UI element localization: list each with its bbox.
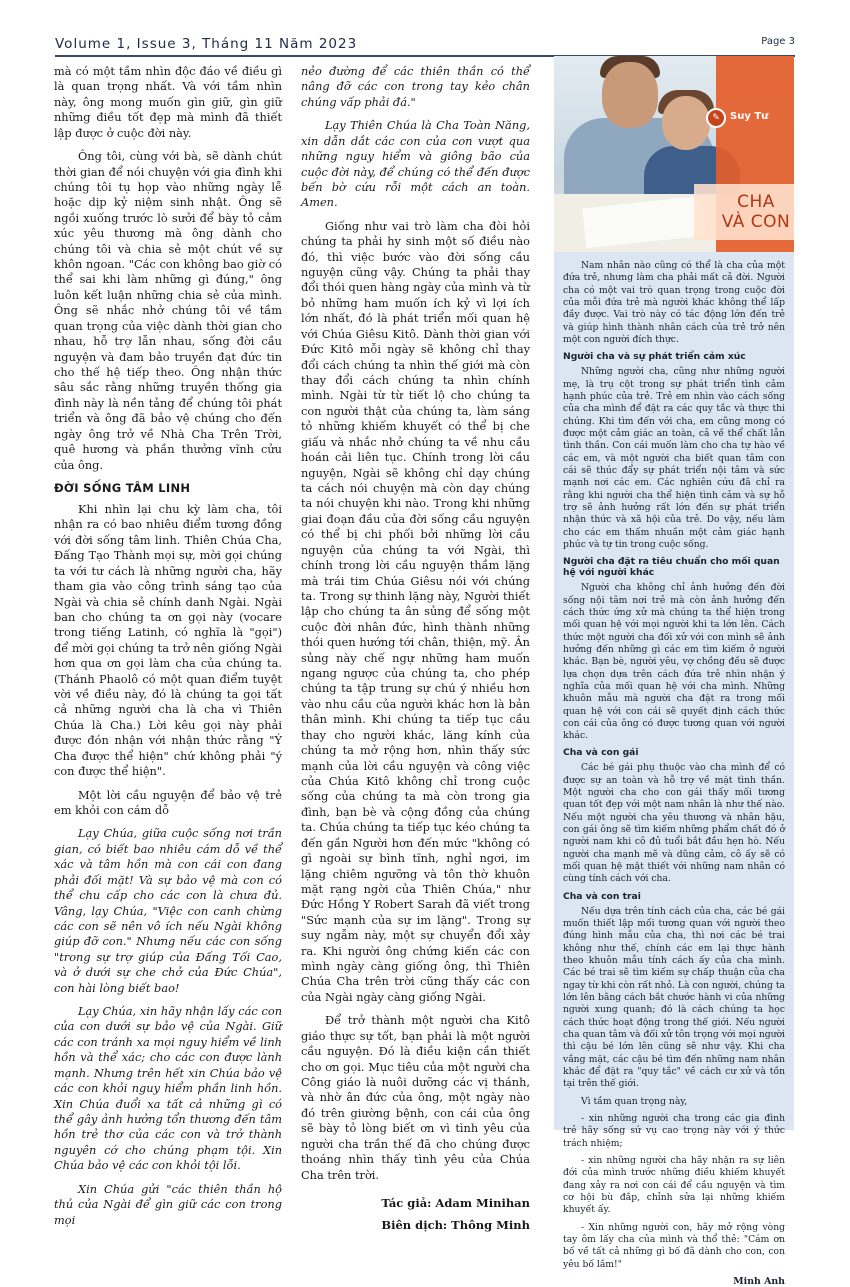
sidebar-title — [714, 192, 798, 233]
prayer-paragraph: nẻo đường để các thiên thần có thể nâng đỡ các con trong tay kẻo chân chúng vấp phải đá." — [301, 64, 530, 109]
sidebar-paragraph: - Xin những người con, hãy mở rộng vòng tay ôm lấy cha của mình và thổ thẻ: "Cám ơn bố về tất cả những gì bố đã dành cho con, con yêu bố lắm!" — [563, 1221, 785, 1270]
prayer-paragraph: Lạy Chúa, giữa cuộc sống nơi trần gian, có biết bao nhiêu cám dỗ về thể xác và tâm hồn mà con cái con đang phải đối mặt! Và sự bảo vệ mà con có thể chu cấp cho các con là chưa đủ. Vâng, lạy Chúa, "Việc con canh chừng các con sẽ nên vô ích nếu Ngài không giúp đỡ con." Nhưng nếu các con sống "trong sự trợ giúp của Đấng Tối Cao, và ở dưới sự che chở của Đức Chúa", con hài lòng biết bao! — [54, 826, 282, 995]
prayer-paragraph: Lạy Chúa, xin hãy nhận lấy các con của con dưới sự bảo vệ của Ngài. Giữ các con tránh xa mọi nguy hiểm về linh hồn và thể xác; cho các con được lành mạnh. Nhưng trên hết xin Chúa bảo vệ các con khỏi nguy hiểm phần linh hồn. Xin Chúa đuổi xa tất cả những gì có thể gây ảnh hưởng tổn thương đến tâm hồn trẻ thơ của các con và trở thành nguyên cớ cho chúng phạm tội. Xin Chúa bảo vệ các con khỏi tội lỗi. — [54, 1004, 282, 1173]
sidebar-subheading: Cha và con gái — [563, 747, 639, 759]
reflection-badge-icon: ✎ — [706, 108, 726, 128]
sidebar-paragraph: Vì tầm quan trọng này, — [581, 1095, 688, 1107]
badge-label: Suy Tư — [730, 111, 769, 122]
page-header — [55, 36, 795, 56]
sidebar-paragraph: Các bé gái phụ thuộc vào cha mình để có được sự an toàn và hỗ trợ về mặt tình thần. Một người cha cho con gái thấy mối tương quan tốt đẹp với một nam nhân là như thế nào. Nếu một người cha yêu thương và nhân hậu, con gái ông sẽ tìm kiếm những phẩm chất đó ở người nam khi cô đủ tuổi bắt đầu hẹn hò. Nếu người cha mạnh mẽ và dũng cảm, cô ấy sẽ có mối quan hệ mật thiết với những nam nhân có cùng tính cách với cha. — [563, 762, 785, 885]
sidebar-paragraph: Nếu dựa trên tính cách của cha, các bé gái muốn thiết lập mối tương quan với người theo đúng hình mẫu của cha, thì nơi các bé trai không như thế, chính các em lại thực hành theo khuôn mẫu tính cách ấy của cha mình. Các bé trai sẽ tìm kiếm sự chấp thuận của cha ngay từ khi còn rất nhỏ. Là con người, chúng ta lớn lên bằng cách bắt chước hành vi của những người xung quanh; đó là cách chúng ta học cách thức hoạt động trong thế giới. Nếu người cha quan tâm và đối xử tôn trọng với mọi người thì cậu bé lớn lên cũng sẽ như vậy. Khi cha vắng mặt, các cậu bé tìm đến những nam nhân khác để đặt ra "quy tắc" về cách cư xử và tồn tại trên thế giới. — [563, 905, 785, 1090]
sidebar-subheading: Người cha đặt ra tiêu chuẩn cho mối quan hệ với người khác — [563, 556, 780, 579]
paragraph: Giống như vai trò làm cha đòi hỏi chúng ta phải hy sinh một số điều nào đó, thì việc bước vào đời sống cầu nguyện cũng vậy. Chúng ta phải thay đổi thói quen hàng ngày của mình và từ bỏ những ham muốn ích kỷ vì lợi ích lớn nhất, đó là phát triển mối quan hệ với Chúa Giêsu Kitô. Dành thời gian với Đức Kitô mỗi ngày sẽ không chỉ thay đổi cách chúng ta nhìn thế giới mà còn thay đổi cách chúng ta nhìn chính mình. Ngài từ từ tiết lộ cho chúng ta con người thật của chúng ta, làm sáng tỏ những khiếm khuyết có thể bị che giấu và nhắc nhở chúng ta về nhu cầu hoán cải liên tục. Chính trong lời cầu nguyện, Ngài sẽ không chỉ dạy chúng ta cách nói chuyện mà còn dạy chúng ta nói chuyện khi nào. Trong khi những giai đoạn đầu của đời sống cầu nguyện có thể bị chi phối bởi những lời cầu nguyện của chúng ta với Ngài, thì chính trong lời cầu nguyện thầm lặng mà trái tim Chúa Giêsu nói với chúng ta. Trong sự thinh lặng này, Người thiết lập cho chúng ta ân sủng để sống một cuộc đời nhân đức, hình thành những thói quen hướng tới chân, thiện, mỹ. Ân sủng này chế ngự những ham muốn ngang ngược của chúng ta, cho phép chúng ta tập trung sự chú ý nhiều hơn vào nhu cầu của người khác hơn là bản thân mình. Khi chúng ta tiếp tục cầu thay cho người khác, lăng kính của chúng ta mở rộng hơn, nhìn thấy sức mạnh của lời cầu nguyện và công việc của Chúa Kitô không chỉ trong cuộc sống của chúng ta mà còn trong gia đình, bạn bè và cộng đồng của chúng ta. Chúa chúng ta tiếp tục kéo chúng ta đến gần Người hơn đến mức "không có gì ngoài sự bình tĩnh, nghỉ ngơi, im lặng chiêm ngưỡng và tôn thờ khuôn mặt rạng ngời của Thiên Chúa," như Đức Hồng Y Robert Sarah đã viết trong "Sức mạnh của sự im lặng". Trong sự suy ngẫm này, một sự chuyển đổi xảy ra. Khi người ông chứng kiến các con mình ngày càng giống ông, thì Thiên Chúa Cha trên trời cũng thấy các con của Ngài ngày càng giống Ngài. — [301, 218, 530, 1004]
section-heading-spiritual-life: ĐỜI SỐNG TÂM LINH — [54, 480, 191, 495]
sidebar-signature: Minh Anh — [733, 1275, 785, 1287]
sidebar-subheading: Cha và con trai — [563, 890, 641, 902]
sidebar-title-line-2: VÀ CON — [721, 212, 791, 233]
sidebar-paragraph: Nam nhân nào cũng có thể là cha của một đứa trẻ, nhưng làm cha phải mất cả đời. Người cha có một vai trò quan trọng trong cuộc đời của mỗi đứa trẻ mà người khác không thể lấp đầy được. Vai trò này có tác động lớn đến trẻ và giúp hình thành nhân cách của trẻ trở nên một con người đích thực. — [563, 260, 785, 345]
page-number: Page 3 — [761, 36, 795, 47]
article-credits — [301, 1193, 530, 1237]
issue-title: Volume 1, Issue 3, Tháng 11 Năm 2023 — [55, 36, 358, 52]
sidebar-paragraph: - xin những người cha hãy nhận ra sự liên đới của mình trước những điều khiếm khuyết đang xảy ra nơi con cái để cầu nguyện và tìm cơ hội bù đắp, chỉnh sửa lại những khiếm khuyết ấy. — [563, 1155, 785, 1216]
sidebar-paragraph: - xin những người cha trong các gia đình trẻ hãy sống sứ vụ cao trọng này với ý thức trách nhiệm; — [563, 1113, 785, 1149]
father-son-photo — [554, 56, 794, 252]
column-left — [54, 64, 282, 1227]
father-head — [602, 62, 658, 128]
translator-credit: Biên dịch: Thông Minh — [381, 1217, 530, 1232]
sidebar-title-line-1: CHA — [737, 192, 775, 212]
son-head — [662, 96, 710, 150]
author-credit: Tác giả: Adam Minihan — [381, 1195, 530, 1210]
paragraph: Để trở thành một người cha Kitô giáo thực sự tốt, bạn phải là một người cầu nguyện. Đó là điều kiện cần thiết cho ơn gọi. Mục tiêu của một người cha Công giáo là nuôi dưỡng các vị thánh, và nhờ ân đức của ông, một ngày nào đó trên giường bệnh, con cái của ông sẽ bày tỏ lòng biết ơn vì tình yêu của người cha trần thế đã cho chúng được thoáng nhìn thấy tình yêu của Chúa Cha trên trời. — [301, 1013, 530, 1182]
sidebar-paragraph: Người cha không chỉ ảnh hưởng đến đời sống nội tâm nơi trẻ mà còn ảnh hưởng đến cách thức ứng xử mà chúng ta thể hiện trong mối quan hệ với mọi người khi ta lớn lên. Cách thức một người cha đối xử với con mình sẽ ảnh hưởng đến những gì các em tìm kiếm ở người khác. Bạn bè, người yêu, vợ chồng đều sẽ được lựa chọn dựa trên cách đứa trẻ nhìn nhận ý nghĩa của mối quan hệ với cha mình. Những khuôn mẫu mà người cha đặt ra trong mối quan hệ với con cái sẽ quyết định cách thức con cái của ông có được tương quan với người khác. — [563, 582, 785, 742]
sidebar-column — [554, 56, 794, 1287]
sidebar-article-box — [554, 252, 794, 1287]
sidebar-subheading: Người cha và sự phát triển cảm xúc — [563, 351, 746, 363]
paragraph: Ông tôi, cùng với bà, sẽ dành chút thời gian để nói chuyện với gia đình khi chúng tôi tụ họp vào những ngày lễ hoặc dịp kỷ niệm sinh nhật. Ông sẽ ngồi xuống trước lò sưởi để bày tỏ cảm xúc yêu thương mà ông dành cho chúng tôi và chia sẻ một chút về sự khôn ngoan. "Các con không bao giờ có thể sai khi làm những gì đúng," ông luôn kết luận những chia sẻ của mình. Ông sẽ nhắc nhở chúng tôi về tầm quan trọng của việc dành thời gian cho nhau, hỗ trợ lẫn nhau, sống đời cầu nguyện và đam bảo truyền đạt đức tin cho thế hệ tiếp theo. Ông nhận thức sâu sắc rằng những truyền thống gia đình này là nền tảng để chúng tôi phát triển và ông đã bảo vệ chúng cho đến ngày ông trở về Nhà Cha Trên Trời, quê hương và phần thưởng vĩnh cửu của ông. — [54, 149, 282, 472]
paragraph: mà có một tầm nhìn độc đáo về điều gì là quan trọng nhất. Và với tầm nhìn này, ông mong muốn gìn giữ, gìn giữ những điều tốt đẹp mà mình đã thiết lập được ở cuộc đời này. — [54, 64, 282, 140]
prayer-paragraph: Lạy Thiên Chúa là Cha Toàn Năng, xin dẫn dắt các con của con vượt qua những nguy hiểm và giông bão của cuộc đời này, để chúng có thể đến được bến bờ cứu rỗi một cách an toàn. Amen. — [301, 118, 530, 210]
column-middle — [301, 64, 530, 1232]
prayer-paragraph: Xin Chúa gửi "các thiên thần hộ thủ của Ngài để gìn giữ các con trong mọi — [54, 1181, 282, 1227]
paragraph: Khi nhìn lại chu kỳ làm cha, tôi nhận ra có bao nhiêu điểm tương đồng với đời sống tâm linh. Thiên Chúa Cha, Đấng Tạo Thành mọi sự, mời gọi chúng ta với tư cách là những người cha, hãy tham gia vào công trình sáng tạo của Ngài và chia sẻ chính danh Ngài. Ngài ban cho chúng ta ơn gọi này (vocare trong tiếng Latinh, có nghĩa là "gọi") để mời gọi chúng ta trở nên giống Ngài hơn qua ơn gọi làm cha của chúng ta. (Thánh Phaolô có một quan điểm tuyệt vời về điều này, đó là chúng ta gọi tất cả những người cha là cha vì Thiên Chúa là Cha.) Lời kêu gọi này phải được đón nhận với nhận thức rằng "Ý Cha được thể hiện" chứ không phải "ý con được thể hiện". — [54, 501, 282, 779]
prayer-intro: Một lời cầu nguyện để bảo vệ trẻ em khỏi con cám dỗ — [54, 787, 282, 817]
sidebar-paragraph: Những người cha, cũng như những người mẹ, là trụ cột trong sự phát triển tình cảm hạnh phúc của trẻ. Trẻ em nhìn vào cách sống của cha mình để đặt ra các quy tắc và thực thi chúng. Khi tìm đến với cha, em cũng mong có được một cảm giác an toàn, cả về thể chất lẫn tình thần. Con cái muốn làm cho cha tự hào về các em, và một người cha biết quan tâm con cái sẽ thúc đẩy sự phát triển nội tâm và sức mạnh nơi các em. Các nghiên cứu đã chỉ ra rằng khi người cha thể hiện tình cảm và sự hỗ trợ sẽ ảnh hưởng rất lớn đến sự phát triển nhận thức và xã hội của trẻ. Do vậy, nếu làm cho các em thấm nhuần một cảm giác hạnh phúc và tự tin trong cuộc sống. — [563, 366, 785, 550]
